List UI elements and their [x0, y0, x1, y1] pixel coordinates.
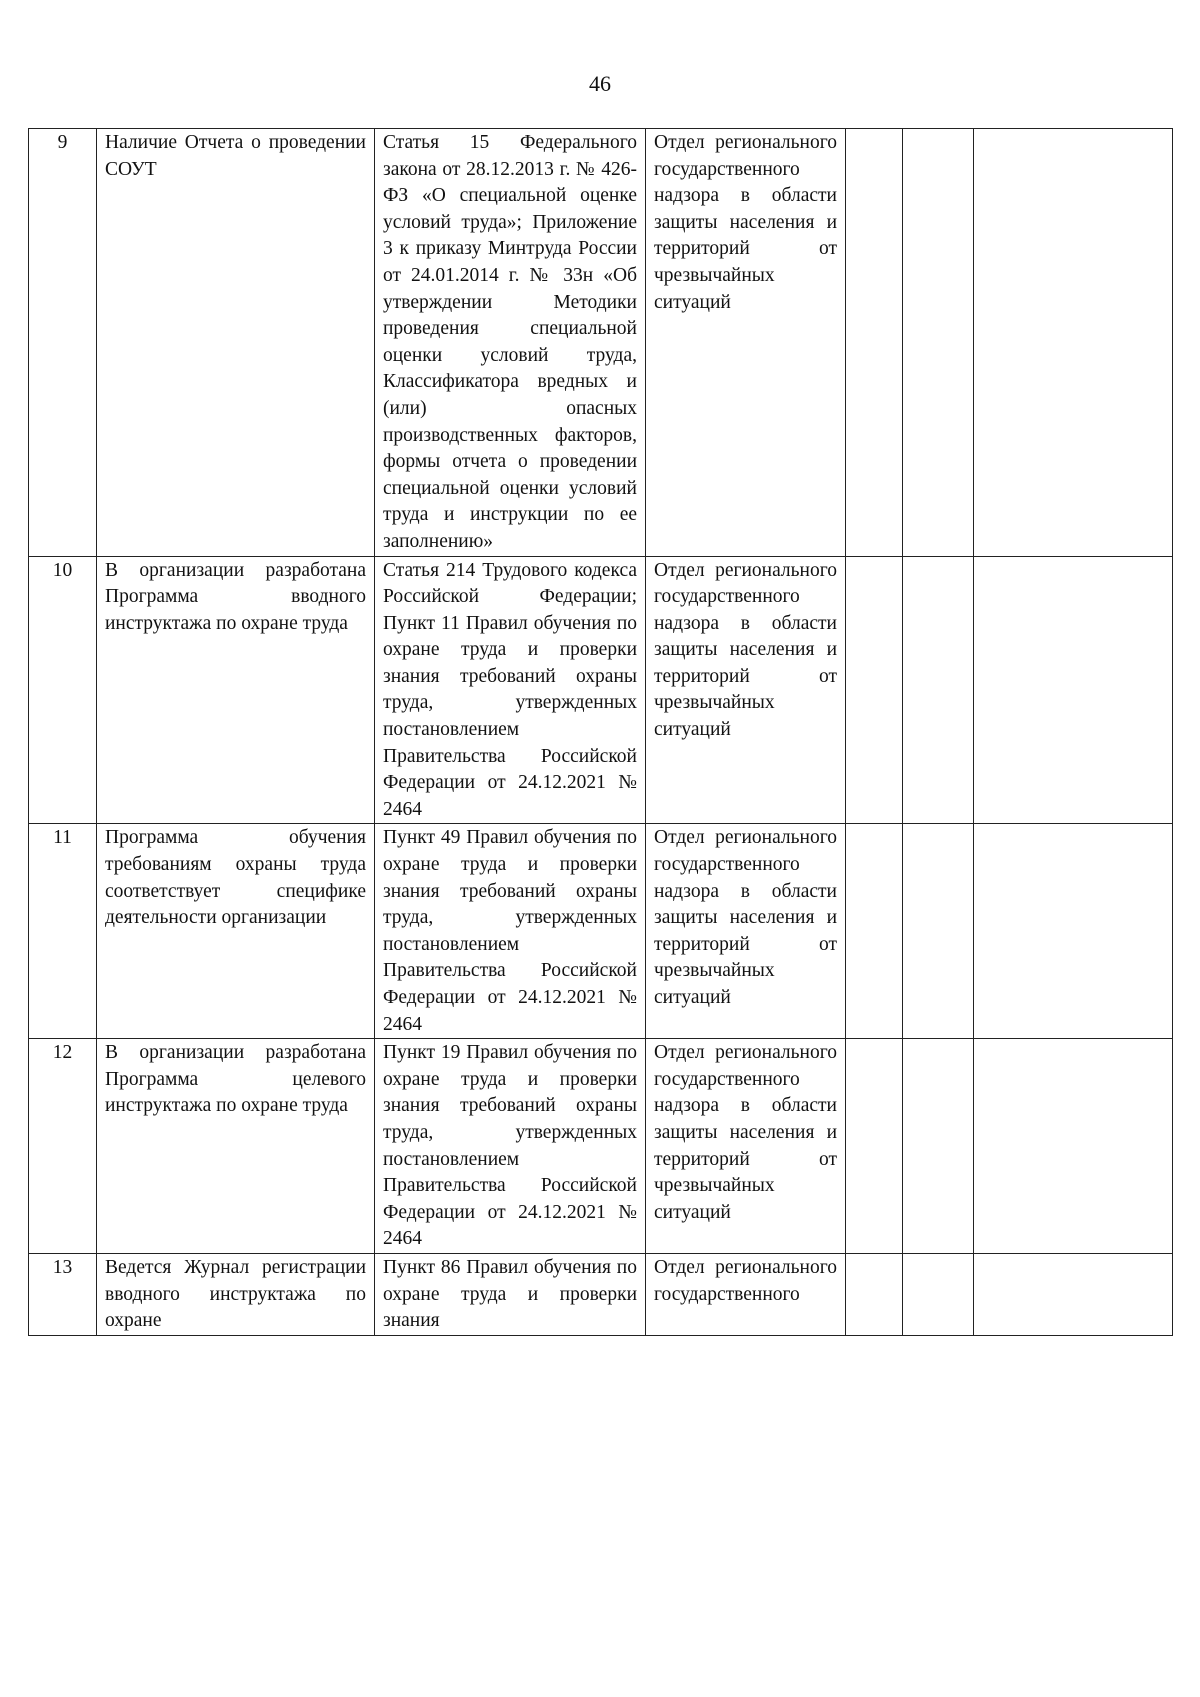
table-row	[29, 1039, 1173, 1254]
empty-cell	[846, 129, 903, 557]
row-number: 11	[29, 824, 97, 1039]
table-row	[29, 824, 1173, 1039]
empty-cell	[974, 129, 1173, 557]
requirement-cell: Наличие Отчета о проведении СОУТ	[97, 129, 375, 557]
row-number: 9	[29, 129, 97, 557]
department-cell	[646, 1253, 846, 1335]
page-number: 46	[589, 71, 611, 96]
empty-cell	[846, 1253, 903, 1335]
empty-cell	[903, 129, 974, 557]
department-cell: Отдел регионального государственного надзора в области защиты населения и территорий от чрезвычайных ситуаций	[646, 824, 846, 1039]
empty-cell	[974, 824, 1173, 1039]
empty-cell	[974, 556, 1173, 824]
row-number: 10	[29, 556, 97, 824]
table-row	[29, 1253, 1173, 1335]
requirements-table	[28, 128, 1173, 1336]
empty-cell	[846, 556, 903, 824]
legal-basis-cell: Пункт 49 Правил обучения по охране труда и проверки знания требований охраны труда, утвержденных постановлением Правительства Российской Федерации от 24.12.2021 № 2464	[375, 824, 646, 1039]
legal-basis-cell: Пункт 19 Правил обучения по охране труда и проверки знания требований охраны труда, утвержденных постановлением Правительства Российской Федерации от 24.12.2021 № 2464	[375, 1039, 646, 1254]
empty-cell	[974, 1253, 1173, 1335]
table-row	[29, 129, 1173, 557]
legal-basis-cell: Статья 15 Федерального закона от 28.12.2013 г. № 426-ФЗ «О специальной оценке условий труда»; Приложение 3 к приказу Минтруда России от 24.01.2014 г. № 33н «Об утверждении Методики проведения специальной оценки условий труда, Классификатора вредных и (или) опасных производственных факторов, формы отчета о проведении специальной оценки условий труда и инструкции по ее заполнению»	[375, 129, 646, 557]
requirement-cell	[97, 1253, 375, 1335]
empty-cell	[903, 1253, 974, 1335]
row-number: 12	[29, 1039, 97, 1254]
table-row	[29, 556, 1173, 824]
department-cell: Отдел регионального государственного надзора в области защиты населения и территорий от чрезвычайных ситуаций	[646, 556, 846, 824]
requirement-cell: В организации разработана Программа целевого инструктажа по охране труда	[97, 1039, 375, 1254]
empty-cell	[903, 824, 974, 1039]
requirement-cell: Программа обучения требованиям охраны труда соответствует специфике деятельности организации	[97, 824, 375, 1039]
empty-cell	[846, 1039, 903, 1254]
requirement-text: Ведется Журнал регистрации вводного инструктажа по охране	[105, 1256, 366, 1332]
department-text: Отдел регионального государственного	[654, 1256, 837, 1305]
empty-cell	[974, 1039, 1173, 1254]
requirement-cell: В организации разработана Программа вводного инструктажа по охране труда	[97, 556, 375, 824]
department-cell: Отдел регионального государственного надзора в области защиты населения и территорий от чрезвычайных ситуаций	[646, 1039, 846, 1254]
legal-basis-cell	[375, 1253, 646, 1335]
row-number-text: 13	[52, 1256, 73, 1278]
legal-basis-text: Пункт 86 Правил обучения по охране труда и проверки знания	[383, 1256, 637, 1332]
empty-cell	[903, 1039, 974, 1254]
department-cell: Отдел регионального государственного надзора в области защиты населения и территорий от чрезвычайных ситуаций	[646, 129, 846, 557]
empty-cell	[846, 824, 903, 1039]
row-number	[29, 1253, 97, 1335]
empty-cell	[903, 556, 974, 824]
legal-basis-cell: Статья 214 Трудового кодекса Российской Федерации; Пункт 11 Правил обучения по охране труда и проверки знания требований охраны труда, утвержденных постановлением Правительства Российской Федерации от 24.12.2021 № 2464	[375, 556, 646, 824]
